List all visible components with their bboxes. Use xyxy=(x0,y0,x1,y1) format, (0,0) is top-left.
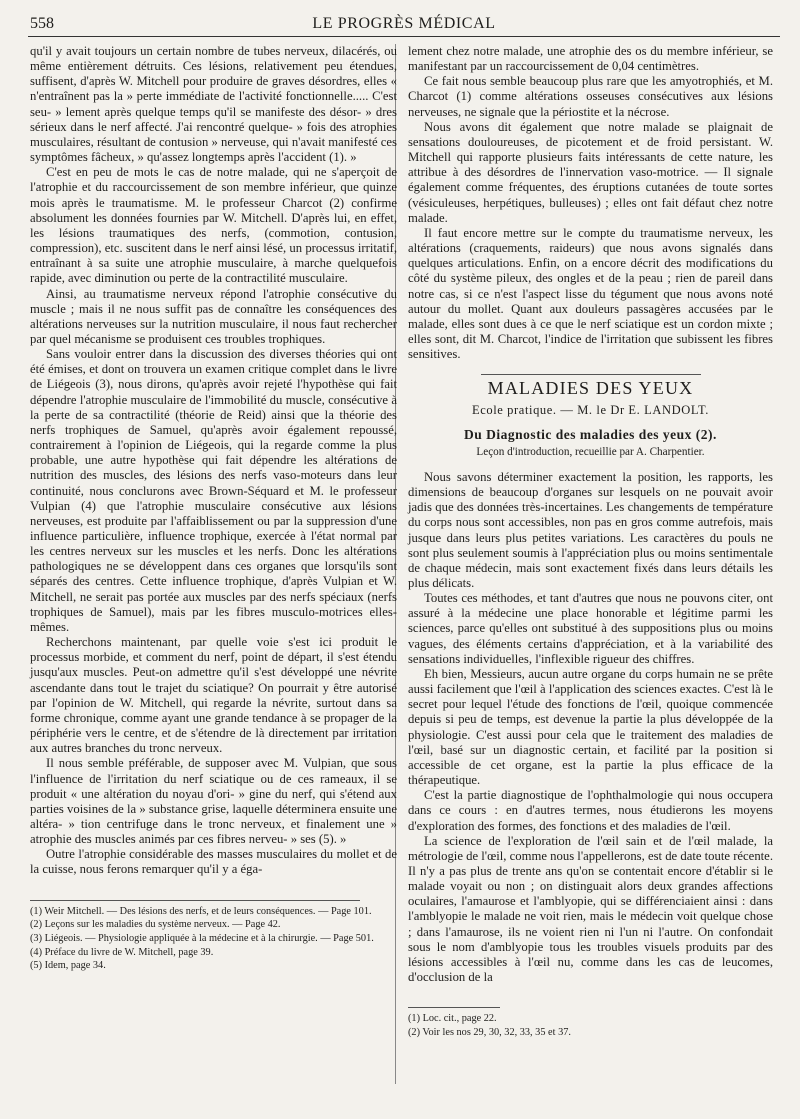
paragraph: Ainsi, au traumatisme nerveux répond l'atrophie consécutive du muscle ; mais il ne nous suffit pas de connaître les conséquences des altérations nerveuses sur la nutrition musculaire, il nous faut rechercher par quel mécanisme se produisent ces troubles trophiques. xyxy=(30,286,397,346)
paragraph: qu'il y avait toujours un certain nombre de tubes nerveux, dilacérés, ou même entièrement détruits. Ces lésions, relativement peu étendues, suffisent, d'après W. Mitchell pour produire de graves désordres, elles « n'entraînent pas la » perte immédiate de l'activité fonctionnelle..... C'est seu- » lement après quelque temps qu'il se manifeste des désor- » dres sérieux dans le nerf affecté. J'ai rencontré quelque- » fois des atrophies musculaires, résultant de contusion » nerveuse, qui n'avait manifesté ces symptômes fâcheux, » qu'assez longtemps après l'accident (1). » xyxy=(30,44,397,165)
footnote: (1) Weir Mitchell. — Des lésions des nerfs, et de leurs conséquences. — Page 101. xyxy=(30,905,372,917)
footnote: (1) Loc. cit., page 22. xyxy=(408,1013,497,1025)
paragraph: Il faut encore mettre sur le compte du traumatisme nerveux, les altérations (craquements, raideurs) que nous avons signalés dans quelques articulations. Enfin, on a encore décrit des modifications du côté du système pileux, des ongles et de la peau ; rien de pareil dans notre cas, si ce n'est l'aspect lisse du tégument que nous avons noté autour du mollet. Quant aux douleurs passagères accusées par le malade, elles sont dues à ce que le nerf sciatique est un cordon mixte ; elles sont, dit M. Charcot, l'indice de l'irritation que subissent les fibres sensitives. xyxy=(408,225,773,362)
paragraph: lement chez notre malade, une atrophie des os du membre inférieur, se manifestant par un raccourcissement de 0,04 centimètres. xyxy=(408,44,773,74)
journal-title: LE PROGRÈS MÉDICAL xyxy=(312,15,496,32)
footnote: (4) Préface du livre de W. Mitchell, page 39. xyxy=(30,946,214,958)
footnote: (5) Idem, page 34. xyxy=(30,960,106,972)
paragraph: Recherchons maintenant, par quelle voie s'est ici produit le processus morbide, et comment du nerf, point de départ, il s'est étendu jusqu'aux muscles. Peut-on admettre qu'il s'est développé une névrite ascendante dans tout le trajet du sciatique? On pourrait y être autorisé par l'opinion de W. Mitchell, qui regarde la névrite, surtout dans sa forme chronique, comme ayant une grande tendance à se propager de la périphérie vers le centre, et de s'étendre de là directement par irritation aux autres branches du tronc nerveux. xyxy=(30,635,397,756)
paragraph: Eh bien, Messieurs, aucun autre organe du corps humain ne se prête aussi facilement que l'œil à l'application des sciences exactes. C'est là le secret pour lequel l'étude des fonctions de l'œil, quoique commencée depuis si peu de temps, est devenue la partie la plus développée de la physiologie. C'est aussi pour cela que le traitement des maladies de l'œil, basé sur un diagnostic certain, et facilité par la position si accessible de cet organe, est la partie la plus efficace de la thérapeutique. xyxy=(408,666,773,788)
paragraph: C'est en peu de mots le cas de notre malade, qui ne s'aperçoit de l'atrophie et du raccourcissement de son membre inférieur, que quinze mois après le traumatisme. M. le professeur Charcot (2) confirme absolument les données fournies par W. Mitchell. D'après lui, en effet, les lésions traumatiques des nerfs, (commotion, contusion, compression), etc. suscitent dans le nerf ainsi lésé, un processus irritatif, entraînant à sa suite une atrophie musculaire, à marche quelquefois rapide, avec diminution ou perte de la contractilité musculaire. xyxy=(30,165,397,286)
paragraph: Sans vouloir entrer dans la discussion des diverses théories qui ont été émises, et dont on trouvera un examen critique complet dans le livre de Liégeois (3), nous dirons, qu'après avoir rejeté l'hypothèse qui fait dépendre l'atrophie musculaire de l'immobilité du muscle, consécutive à la perte de sa contractilité (théorie de Reid) ainsi que la théorie des nerfs trophiques de Samuel, qu'après avoir également repoussé, contrairement à l'opinion de Liégeois, qui la regarde comme la plus probable, une autre hypothèse qui fait dépendre les altérations de nutrition des muscles, des lésions des nerfs vaso-moteurs dans leur continuité, nous conclurons avec Brown-Séquard et M. le professeur Vulpian (4) que l'atrophie musculaire consécutive aux lésions nerveuses, est produite par l'affaiblissement ou par la suppression d'une influence particulière, influence trophique, exercée à l'état normal par les centres nerveux sur les muscles et les nerfs. Donc les altérations pathologiques ne se développent dans ces organes que lorsqu'ils sont séparés des centres. Cette influence trophique, d'après Vulpian et W. Mitchell, ne serait pas portée aux muscles par des nerfs spéciaux (nerfs trophiques de Samuel), mais par les fibres musculo-motrices elles-mêmes. xyxy=(30,347,397,634)
footnote: (3) Liégeois. — Physiologie appliquée à la médecine et à la chirurgie. — Page 501. xyxy=(30,933,374,944)
page-number: 558 xyxy=(30,15,54,32)
lecture-title: Du Diagnostic des maladies des yeux (2). xyxy=(464,426,717,442)
paragraph: Ce fait nous semble beaucoup plus rare que les amyotrophiés, et M. Charcot (1) comme altérations osseuses consécutives aux lésions nerveuses, ne signale que la périostite et la nécrose. xyxy=(408,74,773,119)
paragraph: Toutes ces méthodes, et tant d'autres que nous ne pouvons citer, ont assuré à la médecine une place honorable et légitime parmi les sciences, parce qu'elles ont substitué à des suppositions plus ou moins vagues, des éléments certains d'appréciation, et à la variabilité des sensations individuelles, l'inflexible rigueur des chiffres. xyxy=(408,591,773,666)
lecture-byline: Ecole pratique. — M. le Dr E. LANDOLT. xyxy=(472,403,709,418)
right-column xyxy=(408,44,773,1040)
paragraph: La science de l'exploration de l'œil sain et de l'œil malade, la métrologie de l'œil, comme nous l'appellerons, est de date toute récente. Il n'y a pas plus de trente ans qu'on se contentait encore d'établir si le malade voyait ou non ; on distinguait alors deux grandes affections oculaires, l'amaurose et l'amblyopie, qui se différenciaient ainsi : dans l'amblyopie le malade ne voit rien, mais le médecin voit quelque chose ; dans l'amaurose, ils ne voient rien ni l'un ni l'autre. On confondait sous le nom d'amblyopie tous les troubles visuels produits par des lésions accessibles à l'œil nu, comme dans les cas de leucomes, d'occlusion de la xyxy=(408,833,773,985)
footnote-separator xyxy=(408,1007,500,1008)
footnote-separator xyxy=(30,900,360,901)
paragraph: Outre l'atrophie considérable des masses musculaires du mollet et de la cuisse, nous ferons remarquer qu'il y a éga- xyxy=(30,847,397,877)
paragraph: Nous avons dit également que notre malade se plaignait de sensations douloureuses, de picotement et de froid persistant. W. Mitchell qui rapporte plusieurs faits intéressants de cette nature, les attribue à des désordres de l'innervation vaso-motrice. — Il signale également comme fréquentes, des éruptions cutanées de toute sortes (vésiculeuses, herpétiques, bulleuses) ; elles ont fait défaut chez notre malade. xyxy=(408,119,773,225)
paragraph: Nous savons déterminer exactement la position, les rapports, les dimensions de beaucoup d'organes sur lesquels on ne pouvait avoir jadis que des données très-incertaines. Les changements de température du corps nous sont accessibles, non pas en gros comme autrefois, mais jusque dans leurs plus petites variations. Les caractères du pouls ne sont plus seulement soumis à l'appréciation plus ou moins sentimentale de chaque médecin, mais sont exactement fixés dans leurs détails les plus délicats. xyxy=(408,469,773,590)
section-rule xyxy=(481,374,701,375)
footnote: (2) Voir les nos 29, 30, 32, 33, 35 et 37. xyxy=(408,1026,571,1038)
paragraph: C'est la partie diagnostique de l'ophthalmologie qui nous occupera dans ce cours : en d'autres termes, nous étudierons les moyens d'exploration des formes, des fonctions et des maladies de l'œil. xyxy=(408,788,773,833)
section-title: MALADIES DES YEUX xyxy=(487,378,694,399)
lecture-subtitle: Leçon d'introduction, recueillie par A. Charpentier. xyxy=(476,445,705,458)
left-column xyxy=(30,44,397,973)
footnote: (2) Leçons sur les maladies du système nerveux. — Page 42. xyxy=(30,919,281,931)
paragraph: Il nous semble préférable, de supposer avec M. Vulpian, que sous l'influence de l'irritation du nerf sciatique ou de ces rameaux, il se produit « une altération du noyau d'ori- » gine du nerf, qui s'étend aux parties voisines de la » substance grise, laquelle déterminera ensuite une altéra- » tion centrifuge dans le tronc nerveux, et finalement une » atrophie des muscles animés par ces fibres nerveu- » ses (5). » xyxy=(30,756,397,847)
page-header xyxy=(28,12,780,37)
